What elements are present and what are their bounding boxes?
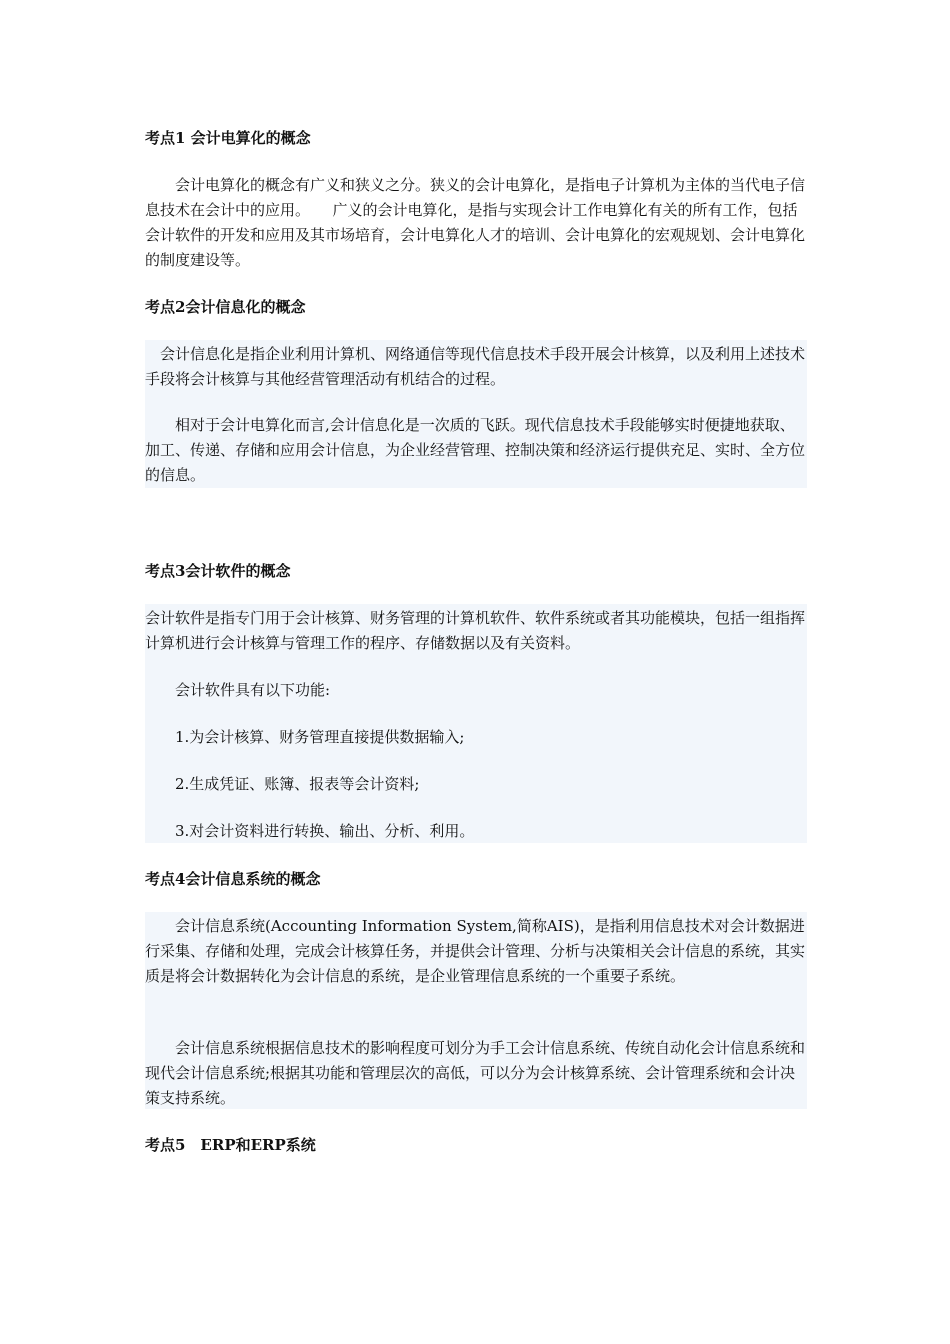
section-2-heading: 考点2会计信息化的概念 — [145, 298, 306, 316]
section-3-paragraph-1: 会计软件是指专门用于会计核算、财务管理的计算机软件、软件系统或者其功能模块，包括一组指挥计算机进行会计核算与管理工作的程序、存储数据以及有关资料。 — [145, 609, 806, 652]
section-4-paragraph-1: 会计信息系统(Accounting Information System,简称AIS)，是指利用信息技术对会计数据进行采集、存储和处理，完成会计核算任务，并提供会计管理、分析与决策相关会计信息的系统，其实质是将会计数据转化为会计信息的系统，是企业管理信息系统的一个重要子系统。 — [145, 917, 806, 985]
section-4-heading: 考点4会计信息系统的概念 — [145, 870, 321, 888]
section-3-list-item-2: 2.生成凭证、账簿、报表等会计资料; — [175, 775, 420, 793]
section-3-list-item-1: 1.为会计核算、财务管理直接提供数据输入; — [175, 728, 465, 746]
section-2-paragraph-2: 相对于会计电算化而言,会计信息化是一次质的飞跃。现代信息技术手段能够实时便捷地获取、加工、传递、存储和应用会计信息，为企业经营管理、控制决策和经济运行提供充足、实时、全方位的信息。 — [145, 416, 806, 484]
section-3-heading: 考点3会计软件的概念 — [145, 562, 291, 580]
section-4-paragraph-2: 会计信息系统根据信息技术的影响程度可划分为手工会计信息系统、传统自动化会计信息系统和现代会计信息系统;根据其功能和管理层次的高低，可以分为会计核算系统、会计管理系统和会计决策支持系统。 — [145, 1039, 806, 1107]
section-3-paragraph-2: 会计软件具有以下功能: — [175, 681, 331, 699]
section-1-paragraph-1: 会计电算化的概念有广义和狭义之分。狭义的会计电算化，是指电子计算机为主体的当代电子信息技术在会计中的应用。 广义的会计电算化，是指与实现会计工作电算化有关的所有工作，包括会计软件的开发和应用及其市场培育，会计电算化人才的培训、会计电算化的宏观规划、会计电算化的制度建设等。 — [145, 176, 806, 269]
section-2-paragraph-1: 会计信息化是指企业利用计算机、网络通信等现代信息技术手段开展会计核算，以及利用上述技术手段将会计核算与其他经营管理活动有机结合的过程。 — [145, 345, 806, 388]
section-1-heading: 考点1 会计电算化的概念 — [145, 129, 311, 147]
section-3-list-item-3: 3.对会计资料进行转换、输出、分析、利用。 — [175, 822, 475, 840]
section-5-heading: 考点5 ERP和ERP系统 — [145, 1136, 316, 1154]
